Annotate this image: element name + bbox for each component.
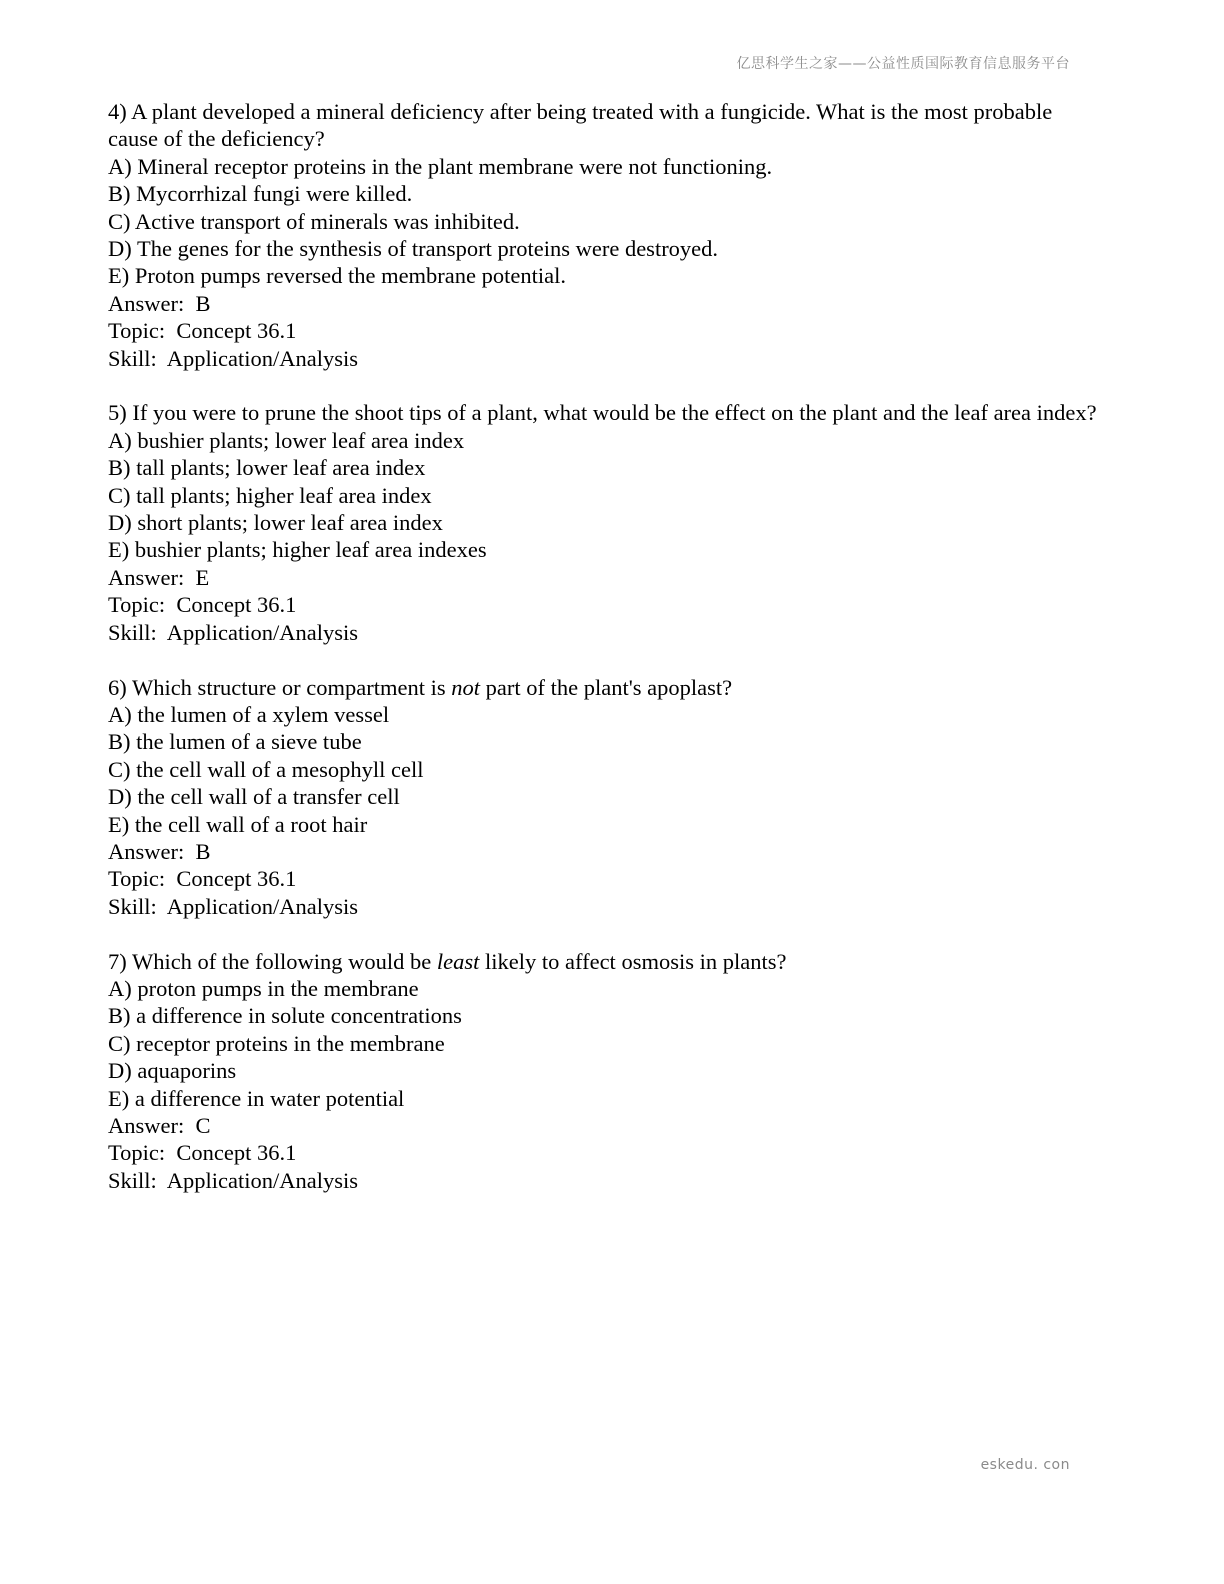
option-c: C) Active transport of minerals was inhibited. xyxy=(108,208,520,234)
stem-text-after: likely to affect osmosis in plants? xyxy=(479,948,787,974)
skill-line: Skill: Application/Analysis xyxy=(108,619,359,645)
option-a: A) bushier plants; lower leaf area index xyxy=(108,427,465,453)
question-5 xyxy=(108,399,1098,646)
option-d: D) the cell wall of a transfer cell xyxy=(108,784,400,810)
topic-line: Topic: Concept 36.1 xyxy=(108,1140,297,1166)
option-c: C) the cell wall of a mesophyll cell xyxy=(108,756,424,782)
skill-line: Skill: Application/Analysis xyxy=(108,1167,359,1193)
stem-text-before: 6) Which structure or compartment is xyxy=(108,674,452,700)
answer-line: Answer: C xyxy=(108,1112,211,1138)
option-c: C) receptor proteins in the membrane xyxy=(108,1030,445,1056)
option-d: D) short plants; lower leaf area index xyxy=(108,510,443,536)
option-e: E) the cell wall of a root hair xyxy=(108,811,368,837)
header-watermark: 亿思科学生之家——公益性质国际教育信息服务平台 xyxy=(736,56,1070,72)
answer-line: Answer: B xyxy=(108,290,211,316)
question-7 xyxy=(108,948,1098,1195)
answer-line: Answer: E xyxy=(108,564,210,590)
footer-watermark: eskedu. con xyxy=(980,1457,1070,1473)
option-b: B) the lumen of a sieve tube xyxy=(108,729,362,755)
option-b: B) a difference in solute concentrations xyxy=(108,1003,462,1029)
stem-emphasis: least xyxy=(436,948,480,974)
option-d: D) The genes for the synthesis of transport proteins were destroyed. xyxy=(108,236,719,262)
question-stem xyxy=(108,948,1098,975)
stem-emphasis: not xyxy=(451,674,481,700)
question-stem: 4) A plant developed a mineral deficiency after being treated with a fungicide. What is the most probable cause of the deficiency? xyxy=(108,99,1053,152)
option-e: E) Proton pumps reversed the membrane potential. xyxy=(108,263,566,289)
option-c: C) tall plants; higher leaf area index xyxy=(108,482,432,508)
topic-line: Topic: Concept 36.1 xyxy=(108,318,297,344)
question-6 xyxy=(108,674,1098,921)
topic-line: Topic: Concept 36.1 xyxy=(108,592,297,618)
skill-line: Skill: Application/Analysis xyxy=(108,893,359,919)
option-e: E) a difference in water potential xyxy=(108,1085,405,1111)
answer-line: Answer: B xyxy=(108,838,211,864)
option-b: B) tall plants; lower leaf area index xyxy=(108,455,426,481)
option-d: D) aquaporins xyxy=(108,1058,237,1084)
question-4 xyxy=(108,98,1098,372)
option-a: A) the lumen of a xylem vessel xyxy=(108,701,390,727)
stem-text-after: part of the plant's apoplast? xyxy=(480,674,733,700)
question-stem: 5) If you were to prune the shoot tips of a plant, what would be the effect on the plant and the leaf area index? xyxy=(108,400,1097,426)
option-a: A) proton pumps in the membrane xyxy=(108,975,419,1001)
skill-line: Skill: Application/Analysis xyxy=(108,345,359,371)
question-stem xyxy=(108,674,1098,701)
option-e: E) bushier plants; higher leaf area indexes xyxy=(108,537,487,563)
topic-line: Topic: Concept 36.1 xyxy=(108,866,297,892)
option-a: A) Mineral receptor proteins in the plant membrane were not functioning. xyxy=(108,153,773,179)
option-b: B) Mycorrhizal fungi were killed. xyxy=(108,181,413,207)
stem-text-before: 7) Which of the following would be xyxy=(108,948,437,974)
document-body xyxy=(108,98,1098,1222)
